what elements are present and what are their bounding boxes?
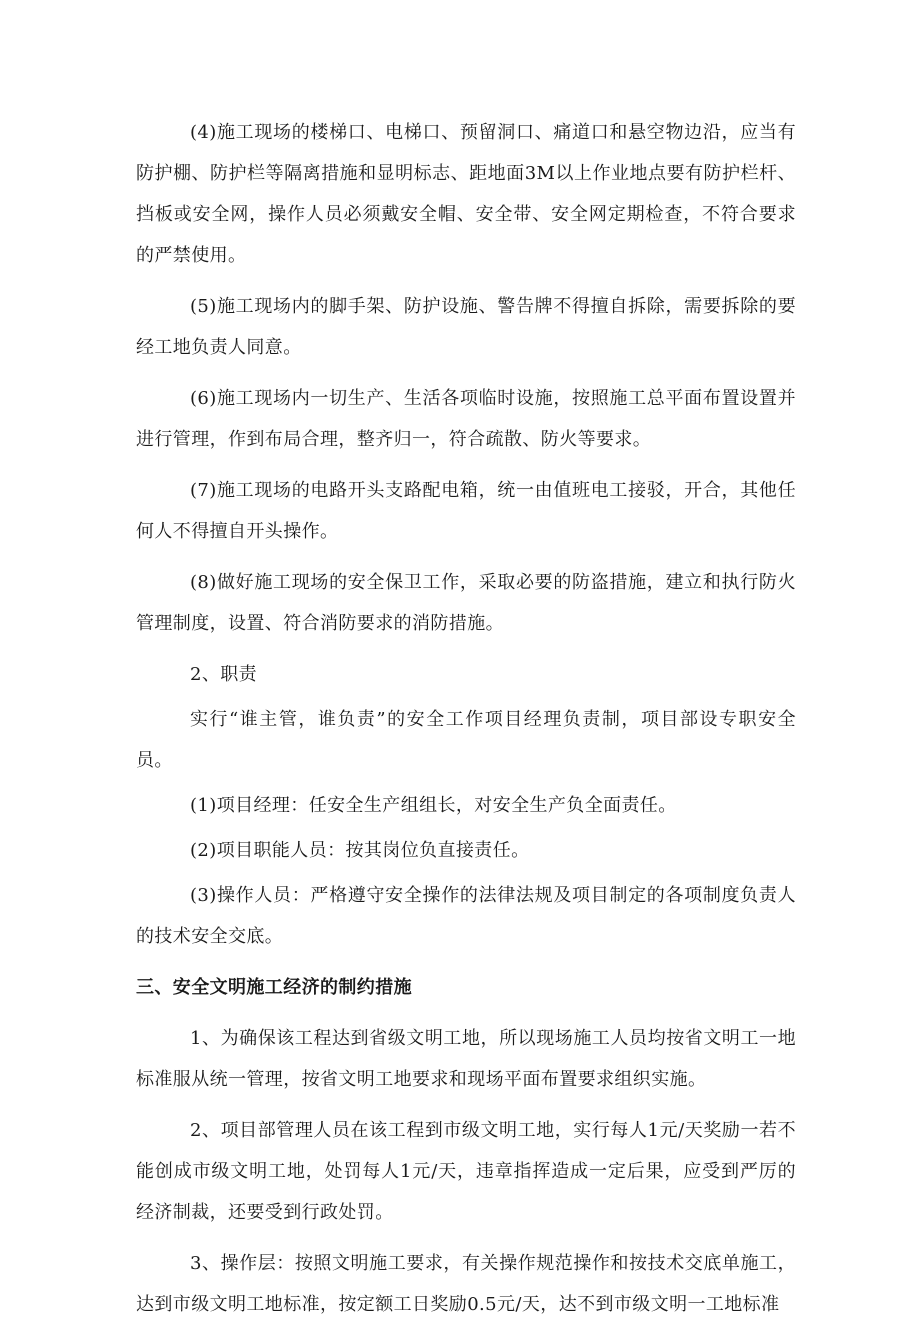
economic-measure-2: 2、项目部管理人员在该工程到市级文明工地，实行每人1元/天奖励一若不能创成市级文明工地，处罚每人1元/天，违章指挥造成一定后果，应受到严厉的经济制裁，还要受到行政处罚。 [136,1120,796,1223]
economic-measure-1: 1、为确保该工程达到省级文明工地，所以现场施工人员均按省文明工一地标准服从统一管理，按省文明工地要求和现场平面布置要求组织实施。 [136,1028,796,1090]
paragraph-item-7: (7)施工现场的电路开头支路配电箱，统一由值班电工接驳，开合，其他任何人不得擅自开头操作。 [136,480,796,542]
document-body [136,112,796,1335]
duty-item-1: (1)项目经理：任安全生产组组长，对安全生产负全面责任。 [190,795,677,816]
section-2-title: 2、职责 [190,664,258,685]
section-3-heading: 三、安全文明施工经济的制约措施 [136,977,412,998]
paragraph-item-6: (6)施工现场内一切生产、生活各项临时设施，按照施工总平面布置设置并进行管理，作到布局合理，整齐归一，符合疏散、防火等要求。 [136,388,796,450]
paragraph-item-8: (8)做好施工现场的安全保卫工作，采取必要的防盗措施，建立和执行防火管理制度，设置、符合消防要求的消防措施。 [136,572,796,634]
duty-statement: 实行“谁主管，谁负责”的安全工作项目经理负责制，项目部设专职安全员。 [136,709,796,771]
duty-item-2: (2)项目职能人员：按其岗位负直接责任。 [190,840,530,861]
paragraph-item-4: (4)施工现场的楼梯口、电梯口、预留洞口、痛道口和悬空物边沿，应当有防护棚、防护栏等隔离措施和显明标志、距地面3M以上作业地点要有防护栏杆、挡板或安全网，操作人员必须戴安全帽、安全带、安全网定期检查，不符合要求的严禁使用。 [136,122,796,266]
economic-measure-3: 3、操作层：按照文明施工要求，有关操作规范操作和按技术交底单施工，达到市级文明工地标准，按定额工日奖励0.5元/天，达不到市级文明一工地标准 [136,1253,796,1315]
duty-item-3: (3)操作人员：严格遵守安全操作的法律法规及项目制定的各项制度负责人的技术安全交底。 [136,885,796,947]
paragraph-item-5: (5)施工现场内的脚手架、防护设施、警告牌不得擅自拆除，需要拆除的要经工地负责人同意。 [136,296,796,358]
